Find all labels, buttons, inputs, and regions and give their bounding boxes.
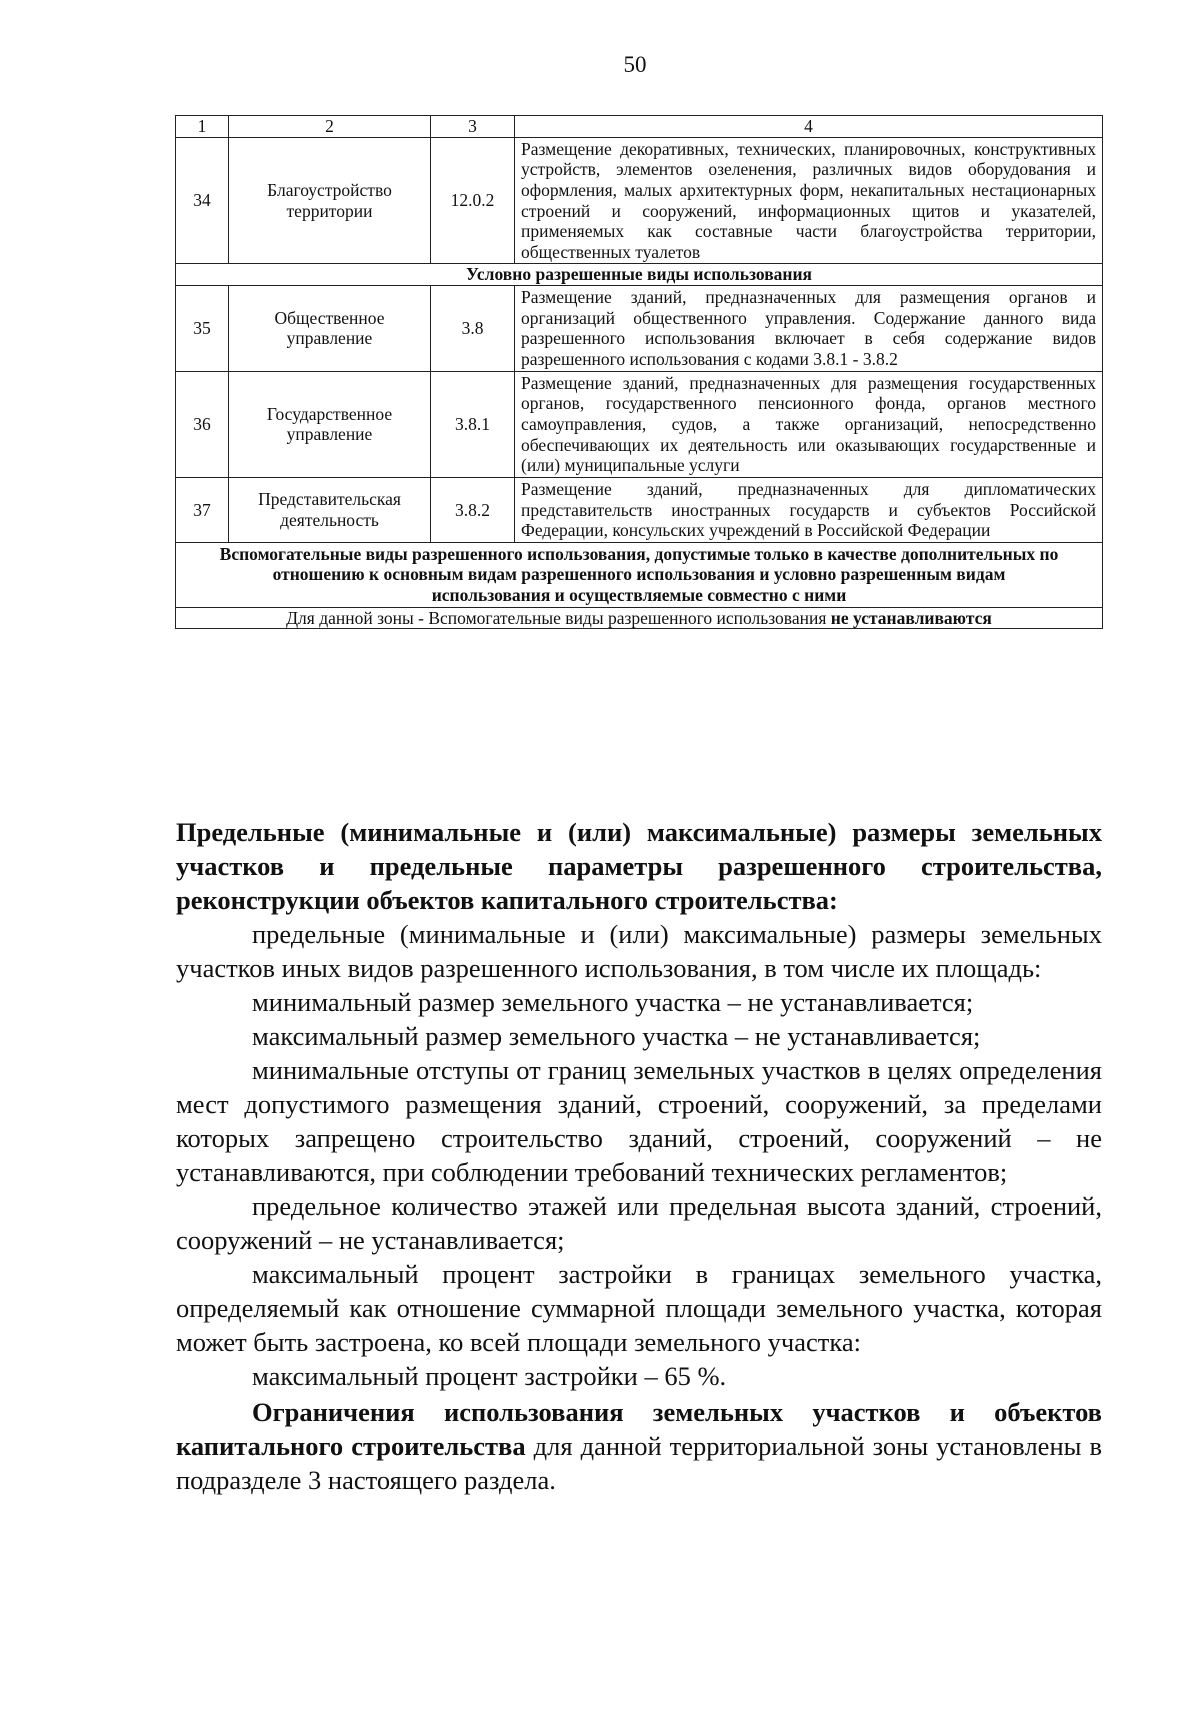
page-number: 50 <box>623 52 647 77</box>
header-cell: 3 <box>431 116 515 138</box>
paragraph-restrictions <box>176 1395 1102 1497</box>
row-number: 34 <box>176 137 229 264</box>
body-text <box>176 815 1102 1497</box>
row-number: 35 <box>176 286 229 372</box>
table-header-row <box>176 116 1103 138</box>
auxiliary-note-row <box>176 607 1103 629</box>
paragraph: минимальный размер земельного участка – не устанавливается; <box>252 987 974 1017</box>
auxiliary-note-text: Для данной зоны - Вспомогательные виды разрешенного использования <box>286 607 831 628</box>
restrictions-text: для данной территориальной зоны установлены в подразделе 3 настоящего раздела. <box>176 1431 1102 1495</box>
table-row <box>176 371 1103 477</box>
use-type-description: Размещение декоративных, технических, планировочных, конструктивных устройств, элементов озеленения, различных видов оборудования и оформления, малых архитектурных форм, некапитальных нестационарных строений и сооружений, информационных щитов и указателей, применяемых как составные части благоустройства территории, общественных туалетов <box>515 137 1103 264</box>
paragraph: максимальный процент застройки в границах земельного участка, определяемый как отношение суммарной площади земельного участка, которая может быть застроена, ко всей площади земельного участка: <box>176 1259 1102 1357</box>
table-row <box>176 137 1103 264</box>
paragraph: максимальный размер земельного участка – не устанавливается; <box>252 1021 981 1051</box>
use-type-code: 3.8.1 <box>431 371 515 477</box>
use-type-name: Представительская деятельность <box>229 477 431 542</box>
use-type-code: 3.8 <box>431 286 515 372</box>
header-cell: 2 <box>229 116 431 138</box>
use-type-description: Размещение зданий, предназначенных для размещения органов и организаций общественного управления. Содержание данного вида разрешенного использования включает в себя содержание видов разрешенного использования с кодами 3.8.1 - 3.8.2 <box>515 286 1103 372</box>
paragraph: минимальные отступы от границ земельных участков в целях определения мест допустимого размещения зданий, строений, сооружений, за пределами которых запрещено строительство зданий, строений, сооружений – не устанавливаются, при соблюдении требований технических регламентов; <box>176 1055 1102 1187</box>
row-number: 37 <box>176 477 229 542</box>
row-number: 36 <box>176 371 229 477</box>
use-type-name: Государственное управление <box>229 371 431 477</box>
paragraph: предельные (минимальные и (или) максимальные) размеры земельных участков иных видов разрешенного использования, в том числе их площадь: <box>176 919 1102 983</box>
use-type-description: Размещение зданий, предназначенных для дипломатических представительств иностранных государств и субъектов Российской Федерации, консульских учреждений в Российской Федерации <box>515 477 1103 542</box>
restrictions-emphasis: Ограничения использования земельных участков и объектов капитального строительства <box>176 1397 1102 1461</box>
auxiliary-note <box>176 607 1103 629</box>
use-type-code: 12.0.2 <box>431 137 515 264</box>
section-title-auxiliary: Вспомогательные виды разрешенного использования, допустимые только в качестве дополнительных по отношению к основным видам разрешенного использования и условно разрешенным видам использования и осуществляемые совместно с ними <box>176 542 1103 607</box>
section-header-row <box>176 264 1103 286</box>
auxiliary-note-emphasis: не устанавливаются <box>830 607 992 628</box>
table-row <box>176 286 1103 372</box>
use-type-code: 3.8.2 <box>431 477 515 542</box>
use-type-name: Общественное управление <box>229 286 431 372</box>
table-row <box>176 477 1103 542</box>
section-title-conditional: Условно разрешенные виды использования <box>176 264 1103 286</box>
header-cell: 1 <box>176 116 229 138</box>
land-use-table <box>175 115 1103 629</box>
paragraph: максимальный процент застройки – 65 %. <box>252 1361 727 1391</box>
section-header-row <box>176 542 1103 607</box>
use-type-description: Размещение зданий, предназначенных для размещения государственных органов, государственного пенсионного фонда, органов местного самоуправления, судов, а также организаций, непосредственно обеспечивающих их деятельность или оказывающих государственные и (или) муниципальные услуги <box>515 371 1103 477</box>
section-heading: Предельные (минимальные и (или) максимальные) размеры земельных участков и предельные параметры разрешенного строительства, реконструкции объектов капитального строительства: <box>176 817 1102 915</box>
header-cell: 4 <box>515 116 1103 138</box>
use-type-name: Благоустройство территории <box>229 137 431 264</box>
paragraph: предельное количество этажей или предельная высота зданий, строений, сооружений – не устанавливается; <box>176 1191 1102 1255</box>
